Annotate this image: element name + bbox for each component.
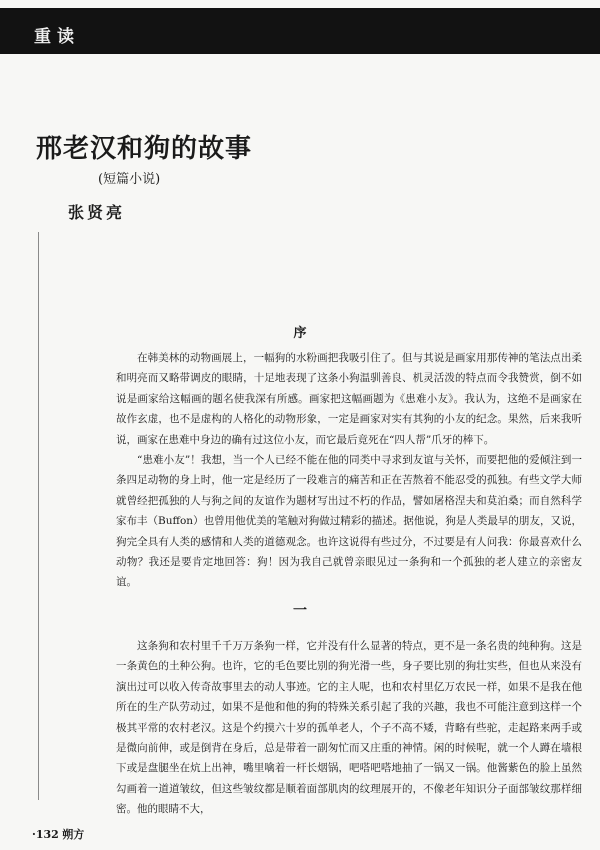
preface-paragraph: “患难小友”！我想，当一个人已经不能在他的同类中寻求到友谊与关怀，而要把他的爱倾注到一条四足动物的身上时，他一定是经历了一段难言的痛苦和正在苦熬着不能忍受的孤独。有些文学大师就曾经把孤独的人与狗之间的友谊作为题材写出过不朽的作品，譬如屠格涅夫和莫泊桑；而自然科学家布丰（Buffon）也曾用他优美的笔触对狗做过精彩的描述。据他说，狗是人类最早的朋友，又说，狗完全具有人类的感情和人类的道德观念。也许这说得有些过分，不过要是有人问我：你最喜欢什么动物？我还是要肯定地回答：狗！因为我自己就曾亲眼见过一条狗和一个孤独的老人建立的亲密友谊。 <box>116 454 582 589</box>
story-body <box>116 636 582 820</box>
preface-body <box>116 348 582 593</box>
left-margin-rule <box>38 232 39 800</box>
story-paragraph: 这条狗和农村里千千万万条狗一样，它并没有什么显著的特点，更不是一条名贵的纯种狗。这是一条黄色的土种公狗。也许，它的毛色要比别的狗光滑一些，身子要比别的狗壮实些，但也从来没有演出过可以收入传奇故事里去的动人事迹。它的主人呢，也和农村里亿万农民一样，如果不是我在他所在的生产队劳动过，如果不是他和他的狗的特殊关系引起了我的兴趣，我也不可能注意到这样一个极其平常的农村老汉。这是个约摸六十岁的孤单老人，个子不高不矮，背略有些驼，走起路来两手或是微向前伸，或是倒背在身后，总是带着一副匆忙而又庄重的神情。闲的时候呢，就一个人蹲在墙根下或是盘腿坐在炕上出神，嘴里噙着一杆长烟锅，吧嗒吧嗒地抽了一锅又一锅。他酱紫色的脸上虽然勾画着一道道皱纹，但这些皱纹都是顺着面部肌肉的纹理展开的，不像老年知识分子面部皱纹那样细密。他的眼睛不大， <box>116 640 582 816</box>
preface-heading: 序 <box>293 326 307 341</box>
chapter-heading: 一 <box>293 603 307 619</box>
article-title: 邢老汉和狗的故事 <box>36 134 253 164</box>
page-number: ·132 <box>32 828 59 841</box>
page-footer <box>32 826 84 842</box>
article-subtitle: (短篇小说) <box>98 172 161 187</box>
preface-paragraph: 在韩美林的动物画展上，一幅狗的水粉画把我吸引住了。但与其说是画家用那传神的笔法点出柔和明亮而又略带调皮的眼睛，十足地表现了这条小狗温驯善良、机灵活泼的特点而令我赞赏，倒不如说是画家给这幅画的题名使我深有所感。画家把这幅画题为《患难小友》。我认为，这绝不是画家在故作玄虚，也不是虚构的人格化的动物形象，一定是画家对实有其狗的小友的纪念。果然，后来我听说，画家在患难中身边的确有过这位小友，而它最后竟死在“四人帮”爪牙的棒下。 <box>116 352 582 446</box>
article-author: 张贤亮 <box>68 203 126 222</box>
header-bar <box>0 8 600 54</box>
section-label: 重读 <box>34 27 80 47</box>
journal-name: 朔方 <box>62 828 85 841</box>
